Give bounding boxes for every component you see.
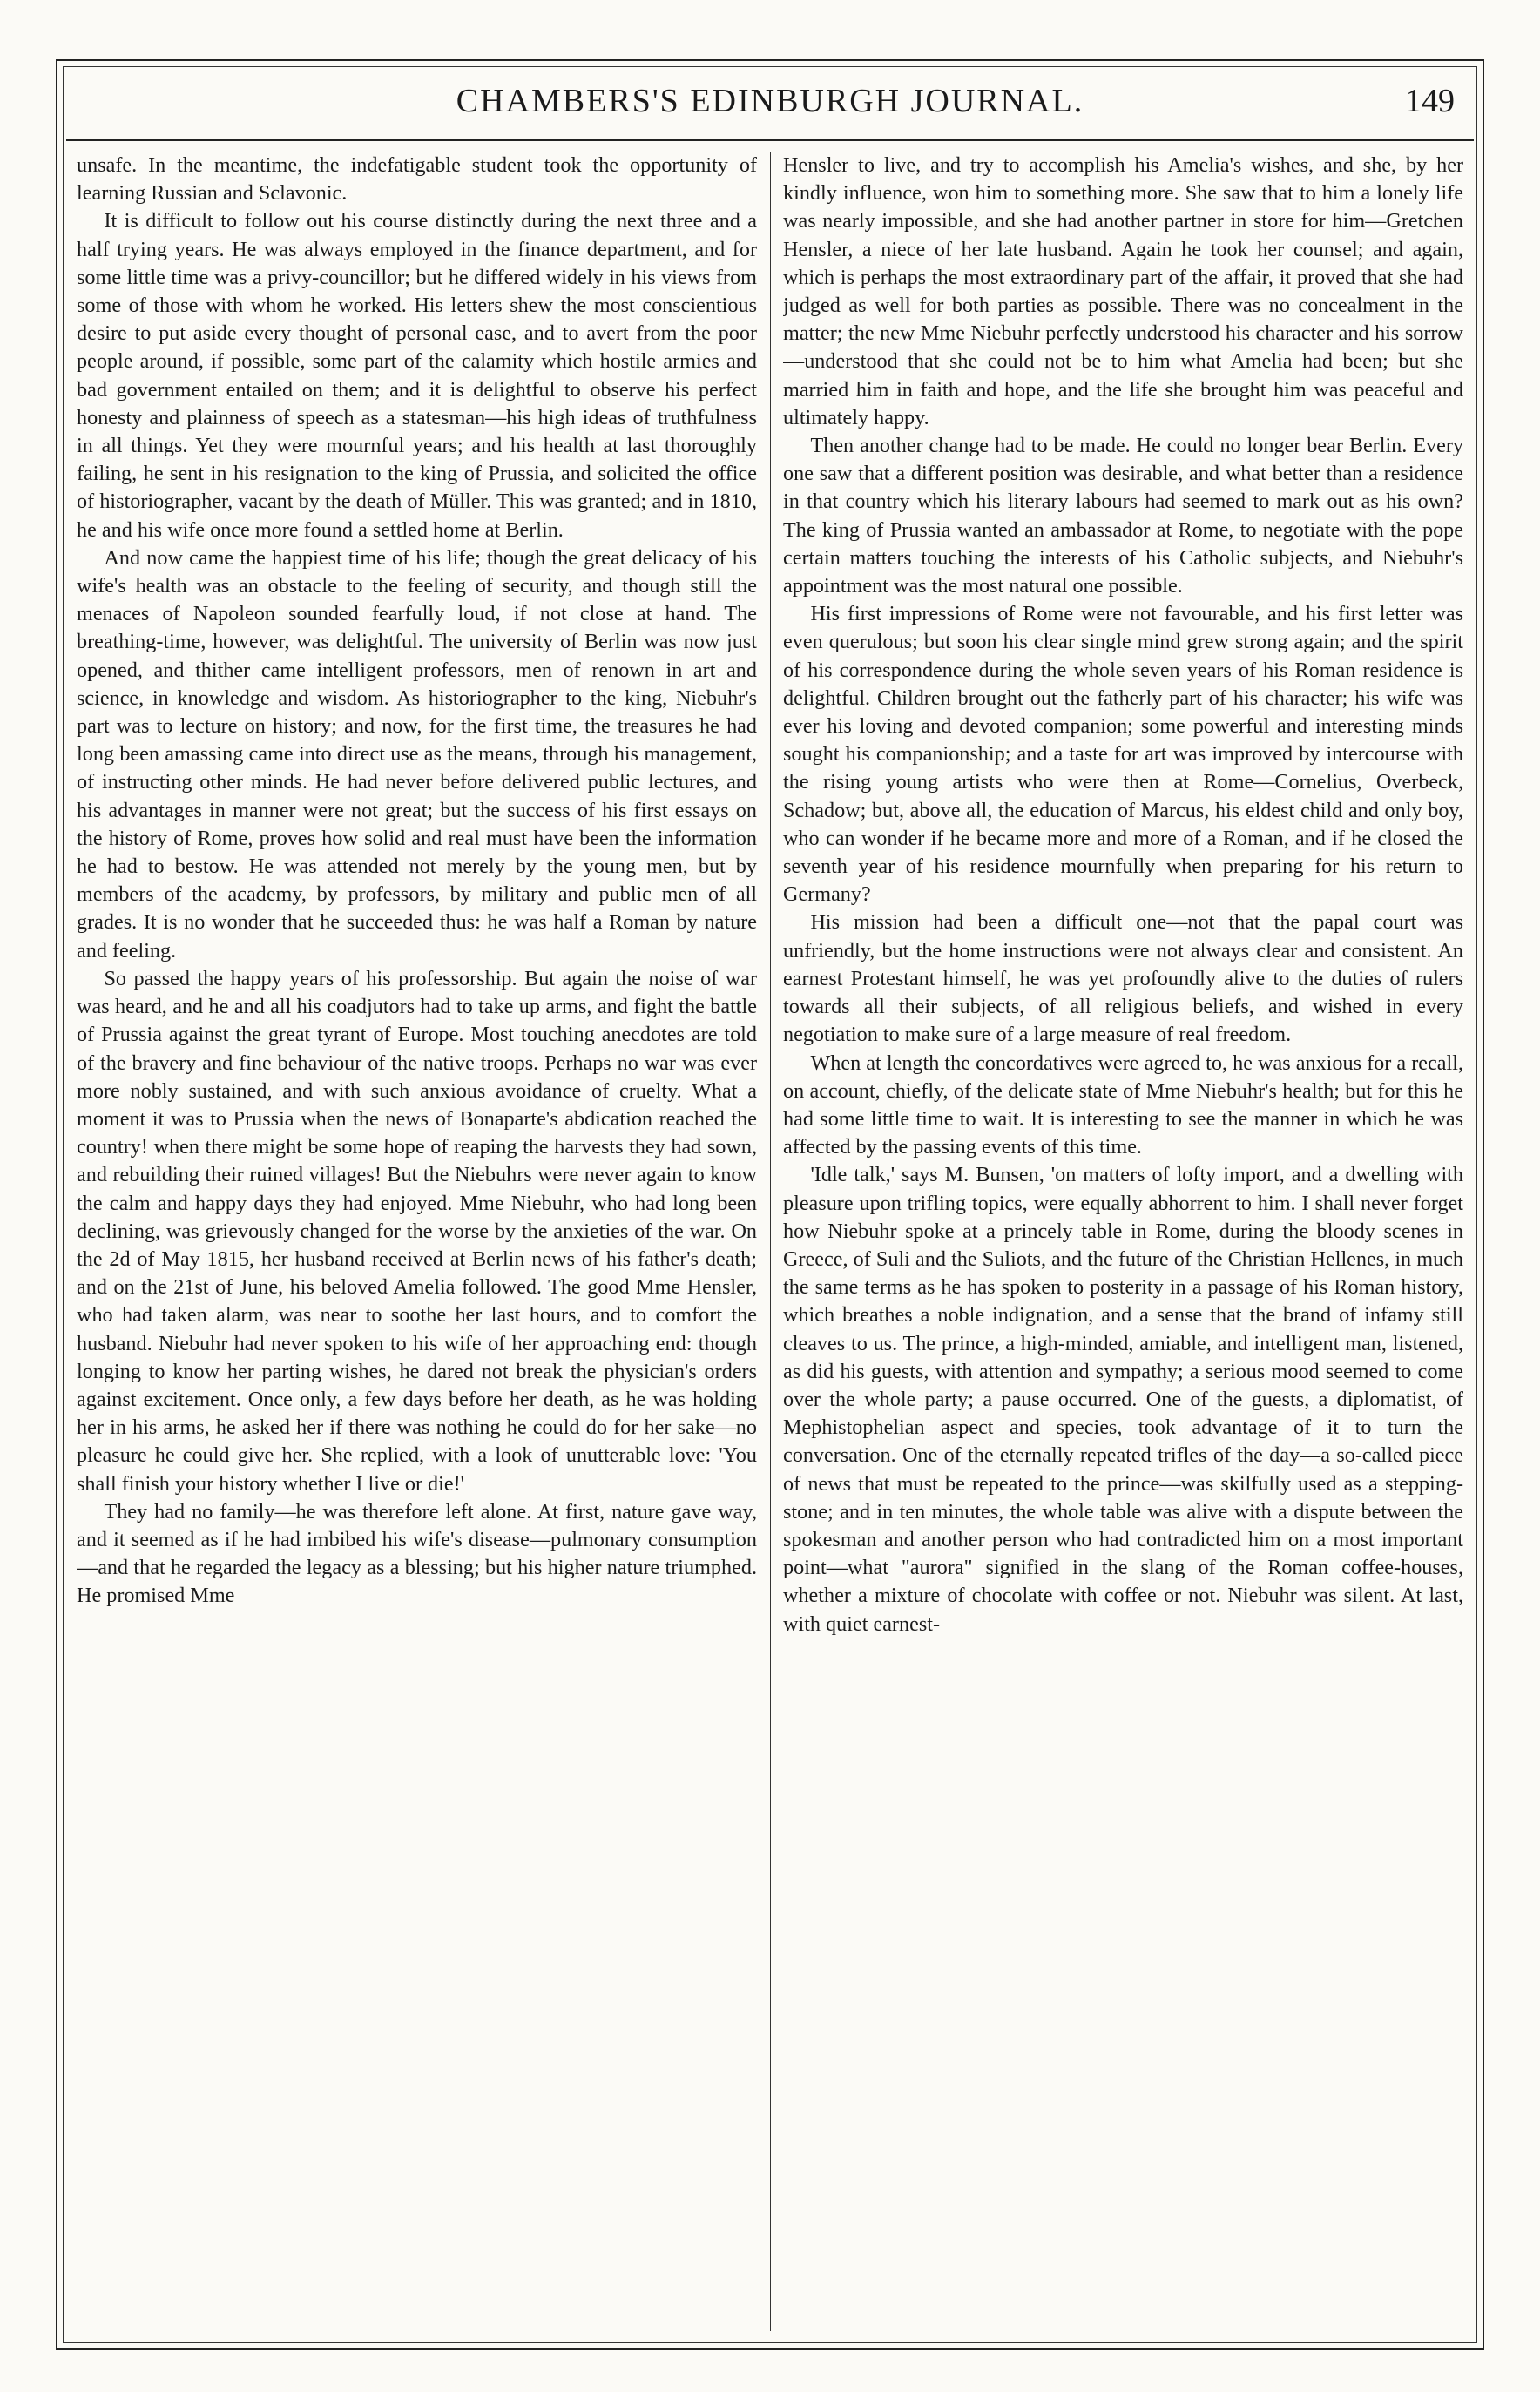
journal-page — [56, 59, 1484, 2350]
paragraph: 'Idle talk,' says M. Bunsen, 'on matters of lofty import, and a dwelling with pleasure upon trifling topics, were equally abhorrent to him. I shall never forget how Niebuhr spoke at a princely table in Rome, during the bloody scenes in Greece, of Suli and the Suliots, and the future of the Christian Hellenes, in much the same terms as he has spoken to posterity in a passage of his Roman history, which breathes a noble indignation, and a sense that the brand of infamy still cleaves to us. The prince, a high-minded, amiable, and intelligent man, listened, as did his guests, with attention and sympathy; a serious mood seemed to come over the whole party; a pause occurred. One of the guests, a diplomatist, of Mephistophelian aspect and species, took advantage of it to turn the conversation. One of the eternally repeated trifles of the day—a so-called piece of news that must be repeated to the prince—was skilfully used as a stepping-stone; and in ten minutes, the whole table was alive with a dispute between the spokesman and another person who had contradicted him on a most important point—what "aurora" signified in the slang of the Roman coffee-houses, whether a mixture of chocolate with coffee or not. Niebuhr was silent. At last, with quiet earnest- — [783, 1163, 1463, 1636]
left-column — [77, 152, 757, 2331]
paragraph: Hensler to live, and try to accomplish his Amelia's wishes, and she, by her kindly influence, won him to something more. She saw that to him a lonely life was nearly impossible, and she had another partner in store for him—Gretchen Hensler, a niece of her late husband. Again he took her counsel; and again, which is perhaps the most extraordinary part of the affair, it proved that she had judged as well for both parties as possible. There was no concealment in the matter; the new Mme Niebuhr perfectly understood his character and his sorrow—understood that she could not be to him what Amelia had been; but she married him in faith and hope, and the life she brought him was peaceful and ultimately happy. — [783, 153, 1463, 429]
paragraph: So passed the happy years of his professorship. But again the noise of war was heard, and he and all his coadjutors had to take up arms, and fight the battle of Prussia against the great tyrant of Europe. Most touching anecdotes are told of the bravery and fine behaviour of the native troops. Perhaps no war was ever more nobly sustained, and with such anxious avoidance of cruelty. What a moment it was to Prussia when the news of Bonaparte's abdication reached the country! when there might be some hope of reaping the harvests they had sown, and rebuilding their ruined villages! But the Niebuhrs were never again to know the calm and happy days they had enjoyed. Mme Niebuhr, who had long been declining, was grievously changed for the worse by the anxieties of the war. On the 2d of May 1815, her husband received at Berlin news of his father's death; and on the 21st of June, his beloved Amelia followed. The good Mme Hensler, who had taken alarm, was near to soothe her last hours, and to comfort the husband. Niebuhr had never spoken to his wife of her approaching end: though longing to know her parting wishes, he dared not break the physician's orders against excitement. Once only, a few days before her death, as he was holding her in his arms, he asked her if there was nothing he could do for her sake—no pleasure he could give her. She replied, with a look of unutterable love: 'You shall finish your history whether I live or die!' — [77, 966, 757, 1496]
running-header — [66, 70, 1474, 141]
paragraph: Then another change had to be made. He could no longer bear Berlin. Every one saw that a different position was desirable, and what better than a residence in that country which his literary labours had seemed to mark out as his own? The king of Prussia wanted an ambassador at Rome, to negotiate with the pope certain matters touching the interests of his Catholic subjects, and Niebuhr's appointment was the most natural one possible. — [783, 434, 1463, 598]
paragraph: It is difficult to follow out his course distinctly during the next three and a half trying years. He was always employed in the finance department, and for some little time was a privy-councillor; but he differed widely in his views from some of those with whom he worked. His letters shew the most conscientious desire to put aside every thought of personal ease, and to avert from the poor people around, if possible, some part of the calamity which hostile armies and bad government entailed on them; and it is delightful to observe his perfect honesty and plainness of speech as a statesman—his high ideas of truthfulness in all things. Yet they were mournful years; and his health at last thoroughly failing, he sent in his resignation to the king of Prussia, and solicited the office of historiographer, vacant by the death of Müller. This was granted; and in 1810, he and his wife once more found a settled home at Berlin. — [77, 209, 757, 542]
text-columns — [77, 152, 1463, 2331]
paragraph: His mission had been a difficult one—not that the papal court was unfriendly, but the home instructions were not always clear and consistent. An earnest Protestant himself, he was yet profoundly alive to the duties of rulers towards all their subjects, of all religious beliefs, and wished in every negotiation to make sure of a large measure of real freedom. — [783, 910, 1463, 1047]
paragraph: When at length the concordatives were agreed to, he was anxious for a recall, on account, chiefly, of the delicate state of Mme Niebuhr's health; but for this he had some little time to wait. It is interesting to see the manner in which he was affected by the passing events of this time. — [783, 1051, 1463, 1159]
paragraph: They had no family—he was therefore left alone. At first, nature gave way, and it seemed as if he had imbibed his wife's disease—pulmonary consumption—and that he regarded the legacy as a blessing; but his higher nature triumphed. He promised Mme — [77, 1499, 757, 1608]
paragraph: His first impressions of Rome were not favourable, and his first letter was even querulous; but soon his clear single mind grew strong again; and the spirit of his correspondence during the whole seven years of his Roman residence is delightful. Children brought out the fatherly part of his character; his wife was ever his loving and devoted companion; some powerful and interesting minds sought his companionship; and a taste for art was improved by intercourse with the rising young artists who were then at Rome—Cornelius, Overbeck, Schadow; but, above all, the education of Marcus, his eldest child and only boy, who can wonder if he became more and more of a Roman, and if he closed the seventh year of his residence mournfully when preparing for his return to Germany? — [783, 602, 1463, 907]
paragraph: unsafe. In the meantime, the indefatigable student took the opportunity of learning Russian and Sclavonic. — [77, 153, 757, 206]
paragraph: And now came the happiest time of his life; though the great delicacy of his wife's health was an obstacle to the feeling of security, and though still the menaces of Napoleon sounded fearfully loud, if not close at hand. The breathing-time, however, was delightful. The university of Berlin was now just opened, and thither came intelligent professors, men of renown in art and science, in knowledge and wisdom. As historiographer to the king, Niebuhr's part was to lecture on history; and now, for the first time, the treasures he had long been amassing came into direct use as the means, through his management, of instructing other minds. He had never before delivered public lectures, and his advantages in manner were not great; but the success of his first essays on the history of Rome, proves how solid and real must have been the information he had to bestow. He was attended not merely by the young men, but by members of the academy, by professors, by military and public men of all grades. It is no wonder that he succeeded thus: he was half a Roman by nature and feeling. — [77, 545, 757, 963]
page-number: 149 — [1405, 83, 1455, 119]
journal-title: CHAMBERS'S EDINBURGH JOURNAL. — [456, 83, 1084, 119]
right-column — [783, 152, 1463, 2331]
